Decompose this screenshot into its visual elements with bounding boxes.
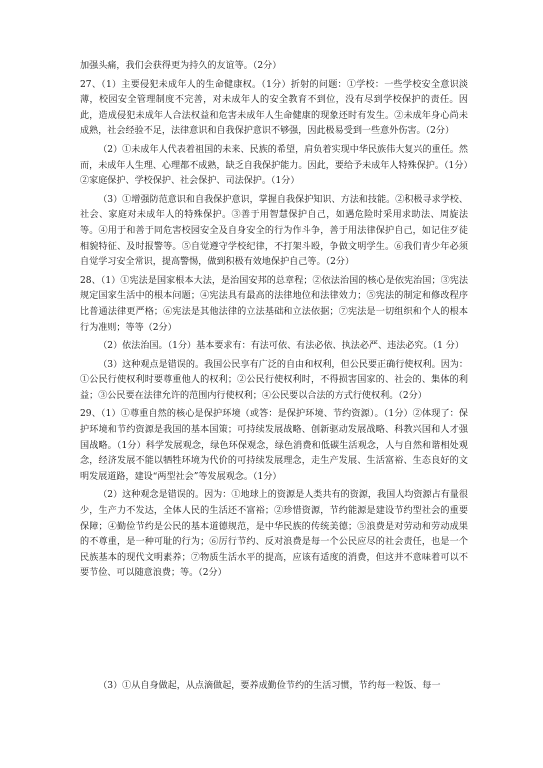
paragraph-28-2: （2）依法治国。（1分）基本要求有：有法可依、有法必依、执法必严、违法必究。（1 分）	[98, 341, 464, 352]
paragraph-26-end: 加强头痛，我们会获得更为持久的友谊等。（2分）	[80, 61, 282, 71]
paragraph-27-2: （2）①未成年人代表着祖国的未来、民族的希望，肩负着实现中华民族伟大复兴的重任。然而，未成年人生理、心理都不成熟，缺乏自我保护能力。因此，要给予未成年人特殊保护。（1分）②家庭保护、学校保护、社会保护、司法保护。（1分）	[80, 144, 468, 187]
answer-text-block-bottom	[80, 679, 468, 698]
paragraph-29-1: 29、（1）①尊重自然的核心是保护环境（或答：是保护环境、节约资源）。（1分）②体现了：保护环境和节约资源是我国的基本国策；可持续发展战略、创新驱动发展战略、科教兴国和人才强国战略。（1分）科学发展观念，绿色环保观念，绿色消费和低碳生活观念，人与自然和谐相处观念，经济发展不能以牺牲环境为代价的可持续发展理念，走生产发展、生活富裕、生态良好的文明发展道路，建设“两型社会”等发展观念。（1分）	[80, 409, 468, 482]
paragraph-29-2: （2）这种观念是错误的。因为：①地球上的资源是人类共有的资源，我国人均资源占有量很少，生产力不发达，全体人民的生活还不富裕；②珍惜资源，节约能源是建设节约型社会的重要保障；④勤俭节约是公民的基本道德规范，是中华民族的传统美德；⑤浪费是对劳动和劳动成果的不尊重，是一种可耻的行为；⑥厉行节约、反对浪费是每一个公民应尽的社会责任，也是一个民族基本的现代文明素养；⑦物质生活水平的提高，应该有适度的消费，但这并不意味着可以不要节俭、可以随意浪费；等。（2分）	[80, 490, 468, 579]
paragraph-29-3: （3）①从自身做起，从点滴做起，要养成勤俭节约的生活习惯，节约每一粒饭、每一	[98, 681, 441, 691]
paragraph-27-3: （3）①增强防范意识和自我保护意识，掌握自我保护知识、方法和技能。②积极寻求学校、社会、家庭对未成年人的特殊保护。③善于用智慧保护自己，如遇危险时采用求助法、周旋法等。④用于和善于同危害校园安全及自身安全的行为作斗争，善于用法律保护自己，如记住歹徒相貌特征、及时报警等。⑤自觉遵守学校纪律，不打架斗殴，争做文明学生。⑥我们青少年必须自觉学习安全常识，提高警惕，做到积极有效地保护自己等。（2分）	[80, 194, 468, 268]
answer-text-block	[80, 59, 468, 585]
paragraph-28-1: 28、（1）①宪法是国家根本大法，是治国安邦的总章程；②依法治国的核心是依宪治国；③宪法规定国家生活中的根本问题；④宪法具有最高的法律地位和法律效力；⑤宪法的制定和修改程序比普通法律更严格；⑥宪法是其他法律的立法基础和立法依据；⑦宪法是一切组织和个人的根本行为准则；等等（2分）	[80, 275, 468, 333]
paragraph-27-1: 27、（1）主要侵犯未成年人的生命健康权。（1分）折射的问题：①学校：一些学校安全意识淡薄，校园安全管理制度不完善，对未成年人的安全教育不到位，没有尽到学校保护的责任。因此，造成侵犯未成年人合法权益和危害未成年人生命健康的现象还时有发生。②未成年身心尚未成熟，社会经验不足，法律意识和自我保护意识不够强，因此极易受到一些意外伤害。（2分）	[80, 79, 468, 137]
paragraph-28-3: （3）这种观点是错误的。我国公民享有广泛的自由和权利，但公民要正确行使权利。因为：①公民行使权利时要尊重他人的权利；②公民行使权利时，不得损害国家的、社会的、集体的利益；③公民要在法律允许的范围内行使权利；④公民要以合法的方式行使权利。（2分）	[80, 359, 468, 401]
